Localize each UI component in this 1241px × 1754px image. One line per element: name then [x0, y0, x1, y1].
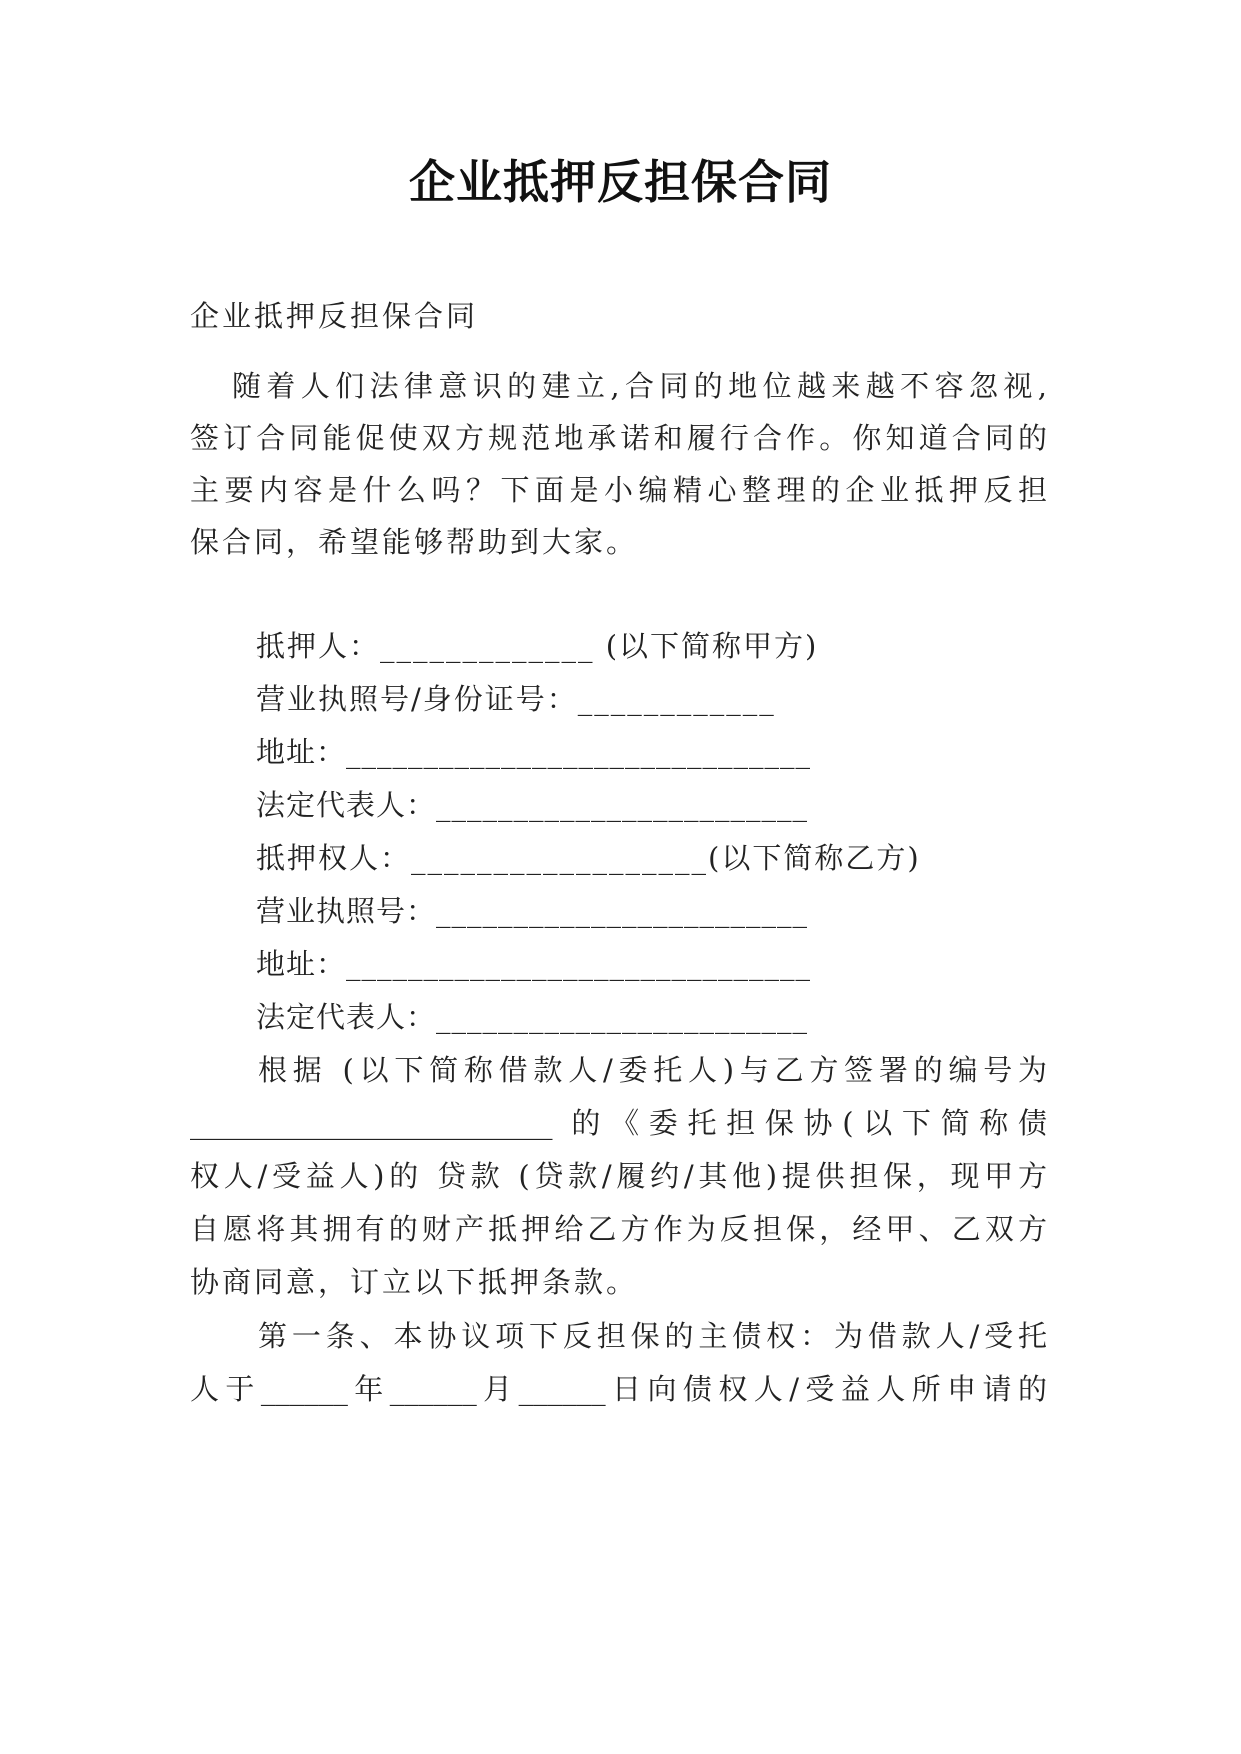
- legal-rep-field: 法定代表人：________________________: [256, 1000, 809, 1034]
- basis-line: 根据 (以下简称借款人/委托人)与乙方签署的编号为: [258, 1053, 1047, 1087]
- business-license-field: 营业执照号：________________________: [256, 894, 809, 928]
- document-subtitle: 企业抵押反担保合同: [190, 299, 479, 333]
- basis-line: 权人/受益人)的 贷款 (贷款/履约/其他)提供担保，现甲方: [190, 1159, 1047, 1193]
- article-line: 人于______年______月______日向债权人/受益人所申请的: [190, 1372, 1047, 1406]
- article-line: 第一条、本协议项下反担保的主债权：为借款人/受托: [258, 1319, 1047, 1353]
- license-id-field: 营业执照号/身份证号：____________: [256, 682, 776, 716]
- basis-line: 自愿将其拥有的财产抵押给乙方作为反担保，经甲、乙双方: [190, 1212, 1047, 1246]
- basis-line: 协商同意，订立以下抵押条款。: [190, 1265, 639, 1299]
- mortgagor-field: 抵押人：_____________ (以下简称甲方): [256, 629, 819, 663]
- document-title: 企业抵押反担保合同: [409, 155, 832, 209]
- address-field: 地址：______________________________: [256, 735, 812, 769]
- basis-line: _________________________ 的《委托担保协(以下简称债: [190, 1106, 1047, 1140]
- intro-line: 主要内容是什么吗？下面是小编精心整理的企业抵押反担: [190, 473, 1047, 507]
- intro-line: 保合同，希望能够帮助到大家。: [190, 525, 639, 559]
- intro-line: 随着人们法律意识的建立,合同的地位越来越不容忽视,: [232, 369, 1047, 403]
- intro-line: 签订合同能促使双方规范地承诺和履行合作。你知道合同的: [190, 421, 1047, 455]
- legal-rep-field: 法定代表人：________________________: [256, 788, 809, 822]
- address-field: 地址：______________________________: [256, 947, 812, 981]
- mortgagee-field: 抵押权人：__________________(以下简称乙方): [256, 841, 921, 875]
